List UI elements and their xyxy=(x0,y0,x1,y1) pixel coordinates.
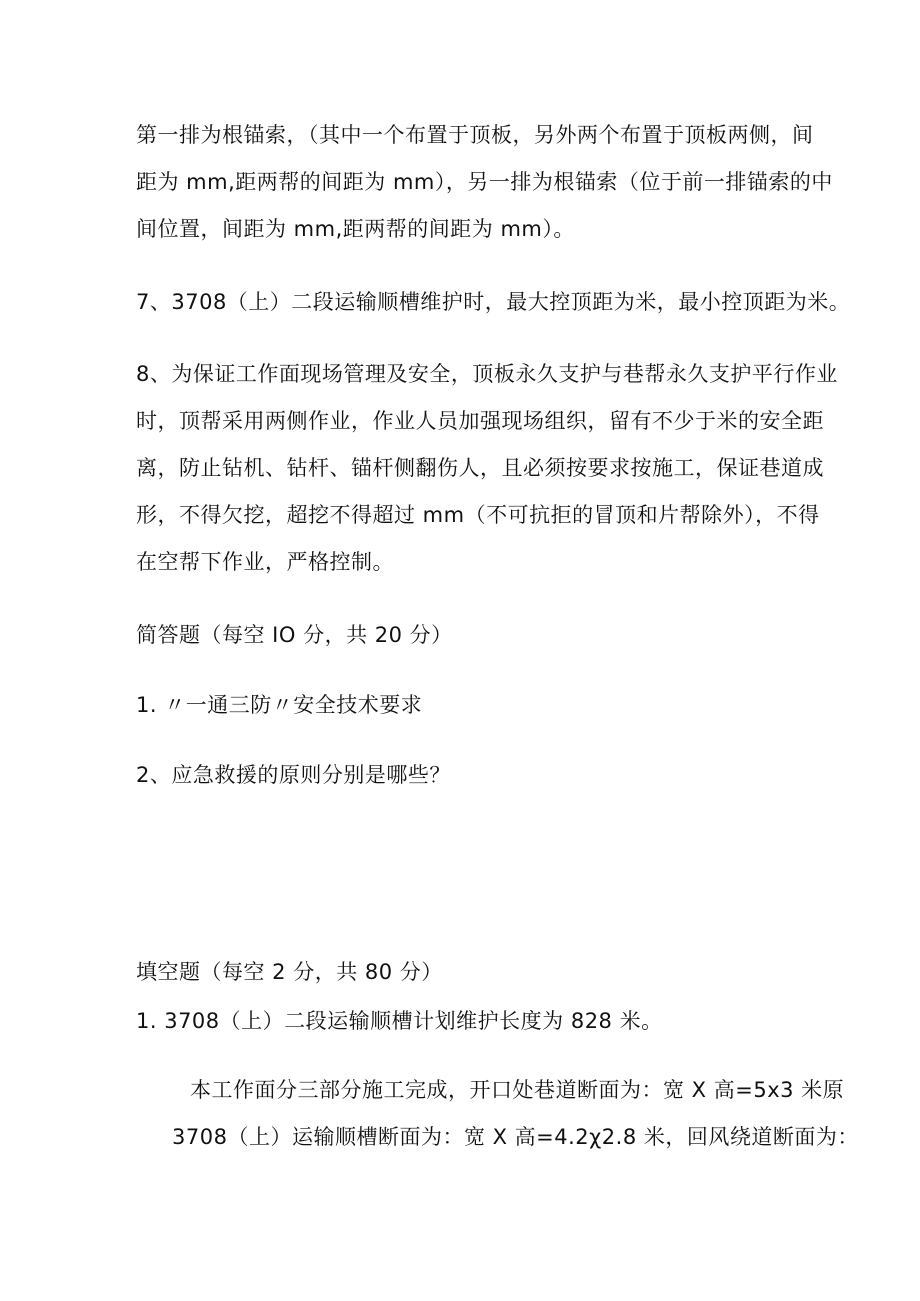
short-answer-q1: 1. 〃一通三防〃安全技术要求 xyxy=(136,693,423,717)
fill-blank-para-line2: 3708（上）运输顺槽断面为：宽 X 高=4.2χ2.8 米，回风绕道断面为： xyxy=(172,1125,859,1149)
item8-line2: 时，顶帮采用两侧作业，作业人员加强现场组织，留有不少于米的安全距 xyxy=(136,409,824,433)
para1-line2: 距为 mm,距两帮的间距为 mm），另一排为根锚索（位于前一排锚索的中 xyxy=(136,170,833,194)
item8-line3: 离，防止钻机、钻杆、锚杆侧翻伤人，且必须按要求按施工，保证巷道成 xyxy=(136,456,824,480)
item8-line5: 在空帮下作业，严格控制。 xyxy=(136,550,394,574)
item8-line1: 8、为保证工作面现场管理及安全，顶板永久支护与巷帮永久支护平行作业 xyxy=(136,362,838,386)
fill-blank-para-line1: 本工作面分三部分施工完成，开口处巷道断面为：宽 X 高=5x3 米原 xyxy=(190,1078,845,1102)
para1-line3: 间位置，间距为 mm,距两帮的间距为 mm）。 xyxy=(136,217,575,241)
item8-line4: 形，不得欠挖，超挖不得超过 mm（不可抗拒的冒顶和片帮除外），不得 xyxy=(136,503,820,527)
fill-blank-q1: 1. 3708（上）二段运输顺槽计划维护长度为 828 米。 xyxy=(136,1009,663,1033)
short-answer-heading: 简答题（每空 IO 分，共 20 分） xyxy=(136,623,453,647)
short-answer-q2: 2、应急救援的原则分别是哪些？ xyxy=(136,763,451,787)
fill-blank-heading: 填空题（每空 2 分，共 80 分） xyxy=(136,960,443,984)
para1-line1: 第一排为根锚索，（其中一个布置于顶板，另外两个布置于顶板两侧，间 xyxy=(136,123,814,147)
item-7: 7、3708（上）二段运输顺槽维护时，最大控顶距为米，最小控顶距为米。 xyxy=(136,290,851,314)
